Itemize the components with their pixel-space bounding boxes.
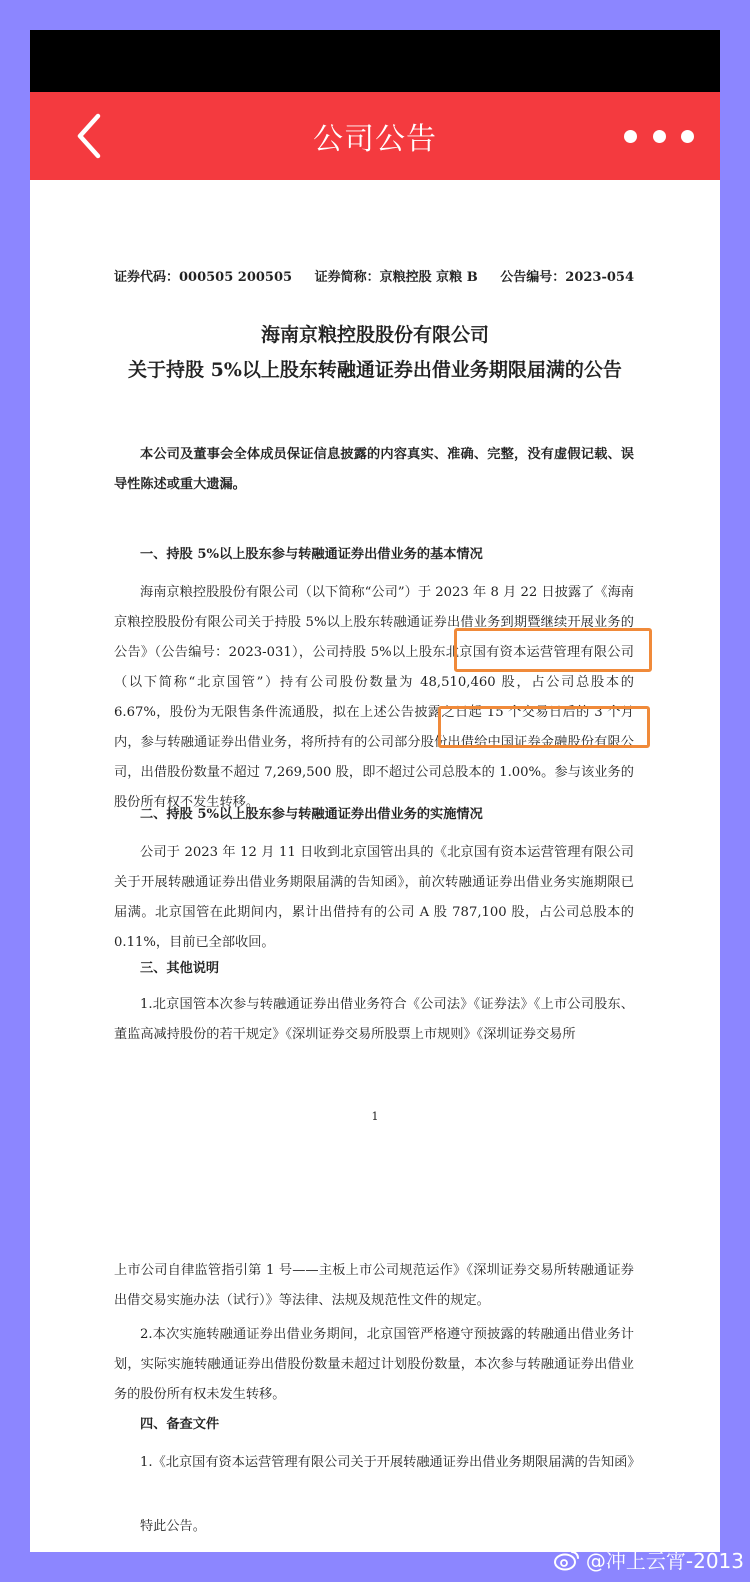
status-bar xyxy=(30,30,720,92)
section-4-item-1: 1.《北京国有资本运营管理有限公司关于开展转融通证券出借业务期限届满的告知函》 xyxy=(140,1455,641,1470)
page-title: 公司公告 xyxy=(313,122,437,157)
section-4-heading: 四、备查文件 xyxy=(140,1417,220,1432)
weibo-watermark xyxy=(554,1545,744,1574)
more-options-button[interactable] xyxy=(624,124,694,148)
section-1-body: 海南京粮控股股份有限公司（以下简称“公司”）于 2023 年 8 月 22 日披露了《海南京粮控股股份有限公司关于持股 5%以上股东转融通证券出借业务到期暨继续开展业务的公告》（公告编号：2023-031），公司持股 5%以上股东北京国有资本运营管理有限公司（以下简称“北京国管”）持有公司股份数量为 48,510,460 股，占公司总股本的 6.67%，股份为无限售条件流通股，拟在上述公告披露之日起 15 个交易日后的 3 个月内，参与转融通证券出借业务，将所持有的公司部分股份出借给中国证券金融股份有限公司，出借股份数量不超过 7,269,500 股，即不超过公司总股本的 1.00%。参与该业务的股份所有权不发生转移。 xyxy=(114,585,634,810)
section-1-heading: 一、持股 5%以上股东参与转融通证券出借业务的基本情况 xyxy=(140,547,483,562)
more-dots-icon xyxy=(653,130,666,143)
board-statement: 本公司及董事会全体成员保证信息披露的内容真实、准确、完整，没有虚假记载、误导性陈述或重大遗漏。 xyxy=(114,447,634,492)
document-meta xyxy=(114,266,634,285)
section-2-heading: 二、持股 5%以上股东参与转融通证券出借业务的实施情况 xyxy=(140,807,483,822)
section-2-body: 公司于 2023 年 12 月 11 日收到北京国管出具的《北京国有资本运营管理有限公司关于开展转融通证券出借业务期限届满的告知函》，前次转融通证券出借业务实施期限已届满。北京国管在此期间内，累计出借持有的公司 A 股 787,100 股，占公司总股本的 0.11%，目前已全部收回。 xyxy=(114,845,634,950)
closing-remark: 特此公告。 xyxy=(140,1519,206,1534)
phone-screen xyxy=(30,30,720,1552)
highlight-box xyxy=(438,706,650,748)
more-dots-icon xyxy=(624,130,637,143)
announcement-number: 公告编号：2023-054 xyxy=(500,270,634,285)
company-title: 海南京粮控股股份有限公司 xyxy=(260,324,489,346)
security-short-name: 证券简称：京粮控股 京粮 B xyxy=(314,270,478,285)
more-dots-icon xyxy=(681,130,694,143)
watermark-text: @冲上云宵-2013 xyxy=(585,1549,744,1573)
highlight-box xyxy=(454,628,652,672)
app-bar xyxy=(30,92,720,180)
section-3-para-1a: 1.北京国管本次参与转融通证券出借业务符合《公司法》《证券法》《上市公司股东、董监高减持股份的若干规定》《深圳证券交易所股票上市规则》《深圳证券交易所 xyxy=(114,997,634,1042)
section-3-para-2: 2.本次实施转融通证券出借业务期间，北京国管严格遵守预披露的转融通出借业务计划，实际实施转融通证券出借股份数量未超过计划股份数量，本次参与转融通证券出借业务的股份所有权未发生转移。 xyxy=(114,1327,634,1402)
weibo-icon xyxy=(554,1549,580,1571)
announcement-title: 关于持股 5%以上股东转融通证券出借业务期限届满的公告 xyxy=(128,359,622,381)
security-code: 证券代码：000505 200505 xyxy=(114,270,293,285)
section-3-heading: 三、其他说明 xyxy=(140,961,220,976)
announcement-document xyxy=(30,180,720,1552)
section-3-para-1b: 上市公司自律监管指引第 1 号——主板上市公司规范运作》《深圳证券交易所转融通证券出借交易实施办法（试行）》等法律、法规及规范性文件的规定。 xyxy=(114,1263,634,1308)
page-number: 1 xyxy=(371,1110,379,1123)
